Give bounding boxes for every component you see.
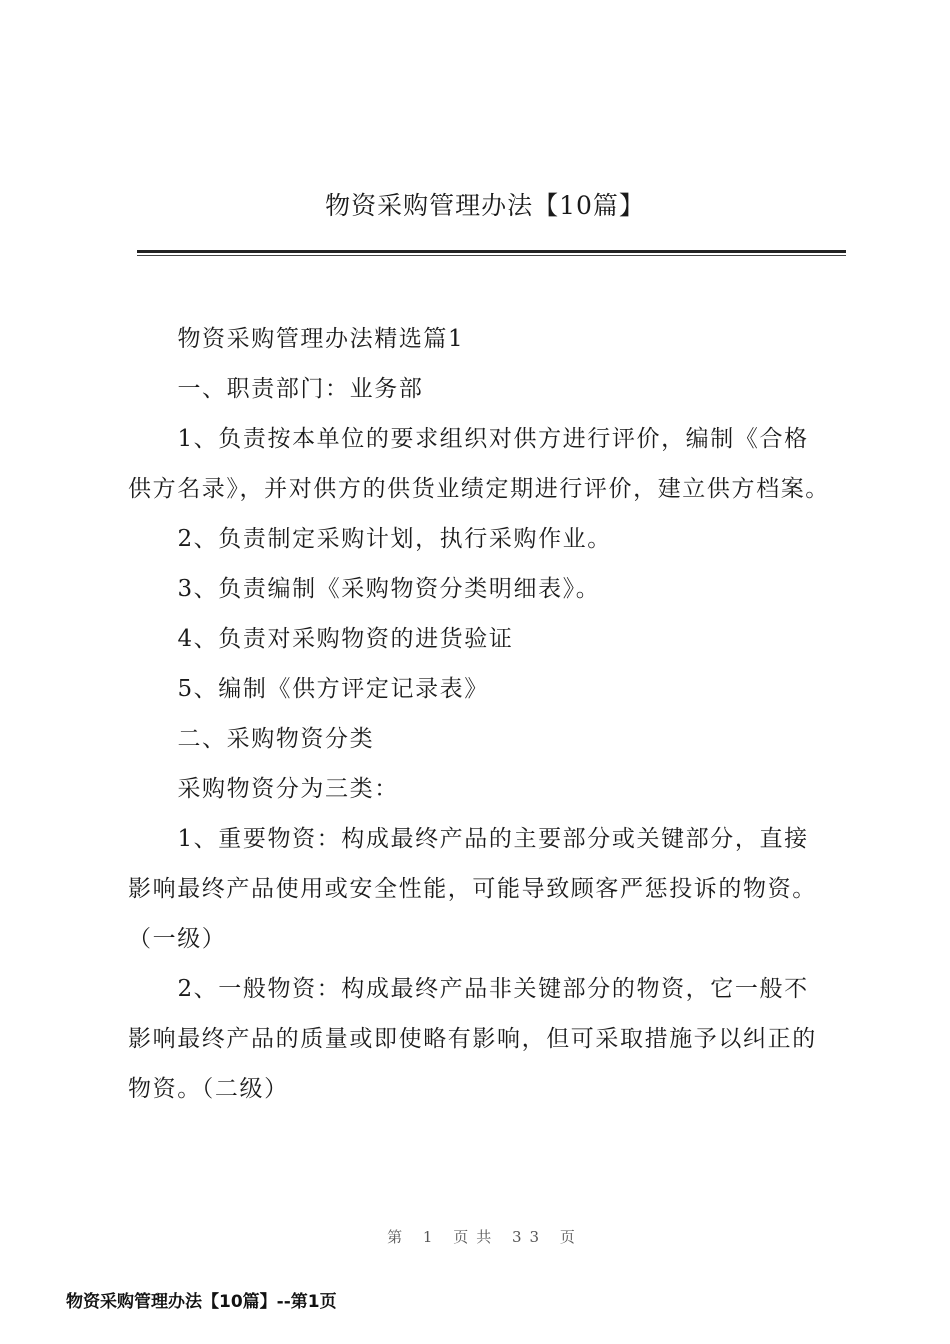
- paragraph: 2、负责制定采购计划，执行采购作业。: [177, 526, 612, 552]
- paragraph: 5、编制《供方评定记录表》: [177, 676, 489, 702]
- paragraph: 一、职责部门：业务部: [177, 376, 424, 402]
- paragraph: 采购物资分为三类：: [177, 776, 399, 802]
- paragraph: 二、采购物资分类: [177, 726, 375, 752]
- title-divider: [137, 250, 846, 253]
- paragraph: 3、负责编制《采购物资分类明细表》。: [177, 576, 601, 602]
- paragraph: 1、负责按本单位的要求组织对供方进行评价，编制《合格供方名录》，并对供方的供货业绩定期进行评价，建立供方档案。: [128, 426, 830, 502]
- title-divider-thin: [137, 255, 846, 256]
- paragraph: 1、重要物资：构成最终产品的主要部分或关键部分，直接影响最终产品使用或安全性能，可能导致顾客严惩投诉的物资。（一级）: [128, 826, 817, 952]
- paragraph: 2、一般物资：构成最终产品非关键部分的物资，它一般不影响最终产品的质量或即使略有影响，但可采取措施予以纠正的物资。（二级）: [128, 976, 817, 1102]
- section-heading: 物资采购管理办法精选篇1: [177, 326, 465, 352]
- document-body: [128, 314, 833, 1114]
- paragraph: 4、负责对采购物资的进货验证: [177, 626, 514, 652]
- footer-caption: 物资采购管理办法【10篇】--第1页: [66, 1292, 337, 1312]
- document-title: 物资采购管理办法【10篇】: [325, 191, 645, 220]
- page-number: 第 1 页共 33 页: [387, 1228, 583, 1246]
